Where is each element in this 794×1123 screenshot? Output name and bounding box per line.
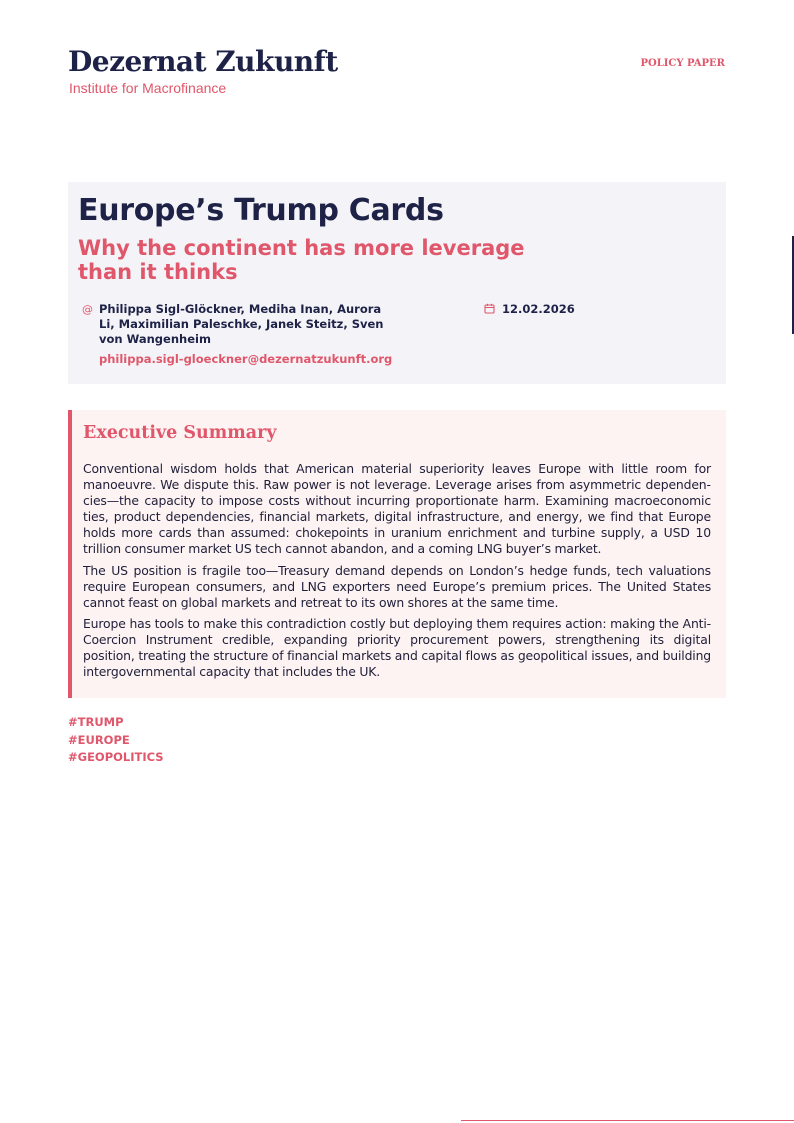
summary-paragraph: The US position is fragile too—Treasury demand depends on London’s hedge funds, tech valuations require European consumers, and LNG exporters need Europe’s premium prices. The United States cannot feast on global markets and retreat to its own shores at the same time. <box>83 562 711 610</box>
summary-paragraph: Europe has tools to make this contradiction costly but deploying them requires action: making the Anti-Coercion Instrument credible, expanding priority procurement powers, strengthening its digital position, treating the structure of financial markets and capital flows as geopolitical issues, and building intergovernmental capacity that includes the UK. <box>83 615 711 680</box>
paper-title: Europe’s Trump Cards <box>78 193 444 228</box>
summary-paragraph: Conventional wisdom holds that American material superiority leaves Europe with little room for manoeuvre. We dispute this. Raw power is not leverage. Leverage arises from asymmetric dependencies—the capacity to impose costs without incurring proportionate harm. Examining macroeconomic ties, product dependencies, financial markets, digital infrastructure, and energy, we find that Europe holds more cards than assumed: chokepoints in uranium enrichment and turbine supply, a USD 10 trillion consumer market US tech cannot abandon, and a coming LNG buyer’s market. <box>83 461 711 557</box>
executive-summary-box <box>68 410 726 698</box>
tag-link[interactable]: #TRUMP <box>68 715 124 729</box>
contact-email-link[interactable]: philippa.sigl-gloeckner@dezernatzukunft.org <box>99 352 393 366</box>
summary-heading: Executive Summary <box>83 423 277 443</box>
footer-divider <box>461 1120 794 1121</box>
brand-subtitle: Institute for Macrofinance <box>69 80 227 96</box>
at-sign-icon: @ <box>82 303 93 316</box>
summary-body <box>83 461 711 685</box>
brand-logo <box>68 44 338 97</box>
tag-list <box>68 714 164 767</box>
tag-link[interactable]: #GEOPOLITICS <box>68 750 164 764</box>
brand-name: Dezernat Zukunft <box>68 45 338 78</box>
document-type-label: POLICY PAPER <box>640 58 725 69</box>
author-list: Philippa Sigl-Glöckner, Mediha Inan, Aurora Li, Maximilian Paleschke, Janek Steitz, Sven von Wangenheim <box>99 302 384 346</box>
calendar-icon <box>484 303 495 317</box>
publication-date: 12.02.2026 <box>502 302 575 316</box>
title-block <box>68 182 726 384</box>
tag-link[interactable]: #EUROPE <box>68 732 130 747</box>
paper-subtitle: Why the continent has more leverage than it thinks <box>78 236 525 284</box>
